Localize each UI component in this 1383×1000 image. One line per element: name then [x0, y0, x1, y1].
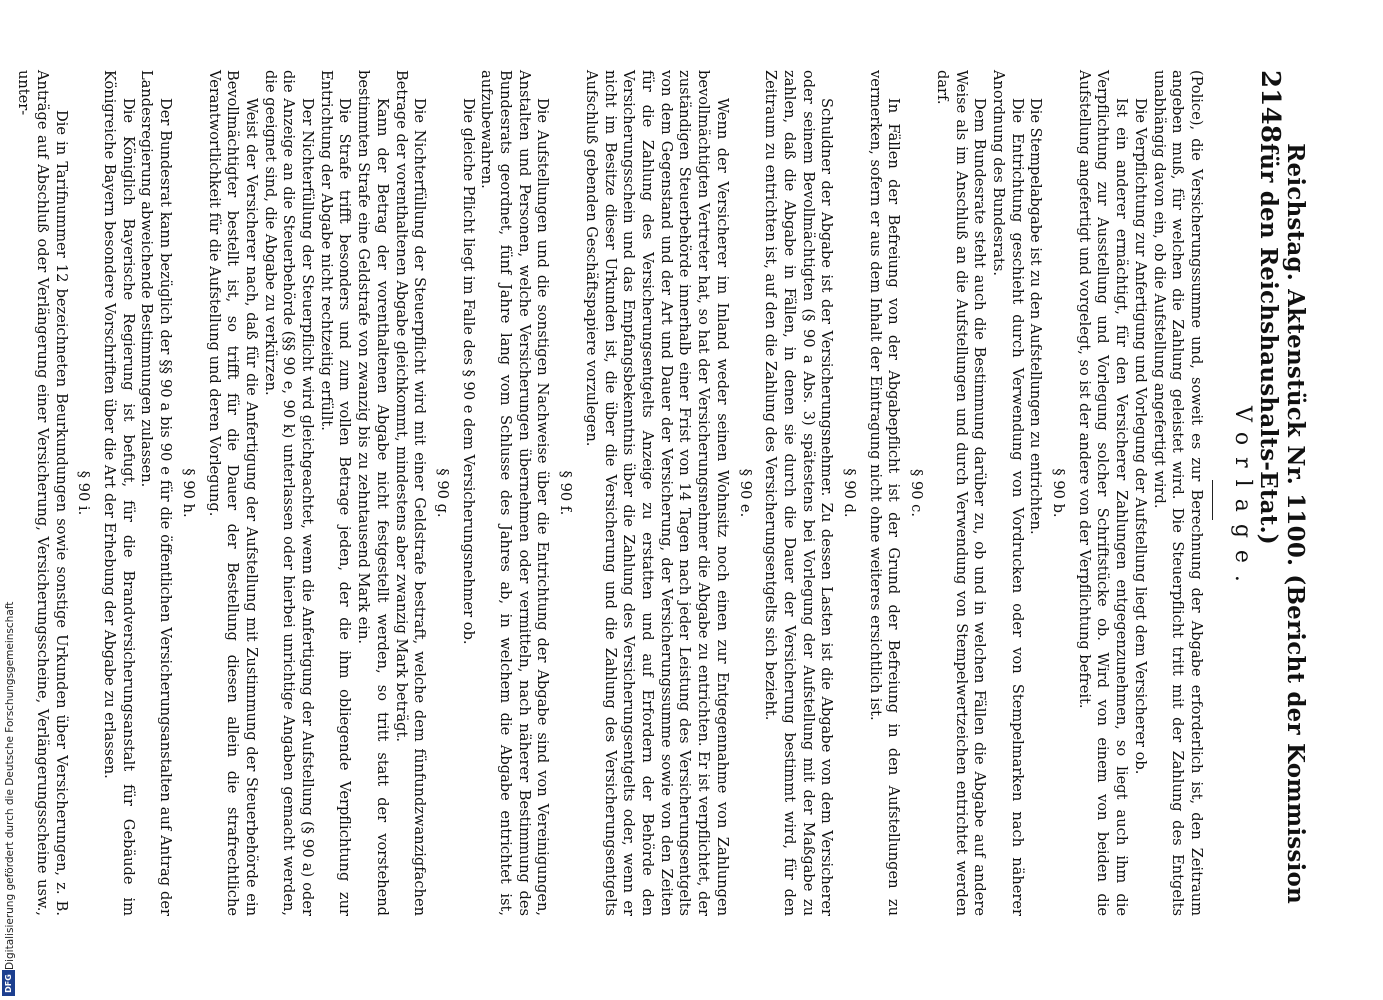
paragraph: Die Verpflichtung zur Anfertigung und Vorlegung der Aufstellung liegt dem Versicherer ob.: [1131, 98, 1149, 775]
section-number: § 90 h.: [179, 468, 197, 518]
heading-rule: [1212, 480, 1213, 520]
paragraph: Schuldner der Abgabe ist der Versicherungsnehmer. Zu dessen Lasten ist die Abgabe von dem Versicherer oder seinem Bevollmächtigten (§ 90 a Abs. 3) spätestens bei Vorlegung der Aufstellung mit der Maßgabe zu zahlen, daß die Abgabe in Fällen, in denen sie durch die Dauer der Versicherung bestimmt wird, für den Zeitraum zu entrichten ist, auf den die Zahlung des Versicherungsentgelts sich bezieht.: [762, 70, 836, 916]
section-heading: Vorlage.: [1230, 406, 1255, 594]
page-title: Reichstag. Aktenstück Nr. 1100. (Bericht der Kommission für den Reichshaushalts-Etat.): [1255, 143, 1309, 904]
paragraph: Die Stempelabgabe ist zu den Aufstellungen zu entrichten.: [1027, 98, 1045, 535]
paragraph: Die Strafe trifft besonders und zum vollen Betrage jeden, der die ihm obliegende Verpflichtung zur Entrichtung der Abgabe nicht rechtzeitig erfüllt.: [317, 70, 354, 916]
paragraph: Der Nichterfüllung der Steuerpflicht wird gleichgeachtet, wenn die Anfertigung der Aufstellung (§ 90 a) oder die Anzeige an die Steuerbehörde (§§ 90 e, 90 k) unterlassen oder hierbei unrichtige Angaben gemacht werden, die geeignet sind, die Abgabe zu verkürzen.: [261, 70, 317, 916]
section-number: § 90 i.: [75, 470, 93, 516]
section-number: § 90 e.: [736, 468, 754, 518]
section-number: § 90 c.: [908, 469, 926, 517]
paragraph: Ist ein anderer ermächtigt, für den Versicherer Zahlungen entgegenzunehmen, so liegt auch ihm die Verpflichtung zur Ausstellung und Vorlegung solcher Schriftstücke ob. Wird von einem von beiden die Aufstellung angefertigt und vorgelegt, so ist der andere von der Verpflichtung befreit.: [1075, 70, 1131, 916]
section-number: § 90 d.: [841, 468, 859, 518]
paragraph: Die Aufstellungen und die sonstigen Nachweise über die Entrichtung der Abgabe sind von Vereinigungen, Anstalten und Personen, welche Versicherungen übernehmen oder vermitteln, nach näherer Bestimmung des Bundesrats geordnet, fünf Jahre lang vom Schlusse des Jahres ab, in welchem die Abgabe entrichtet ist, aufzubewahren.: [478, 70, 552, 916]
page-header: [1255, 70, 1309, 916]
paragraph: Kann der Betrag der vorenthaltenen Abgabe nicht festgestellt werden, so tritt statt der vorstehend bestimmten Strafe eine Geldstrafe von zwanzig bis zu zehntausend Mark ein.: [355, 70, 391, 916]
paragraph: Die Entrichtung geschieht durch Verwendung von Vordrucken oder von Stempelmarken nach näherer Anordnung des Bundesrats.: [989, 70, 1026, 916]
paragraph: Wenn der Versicherer im Inland weder seinen Wohnsitz noch einen zur Entgegennahme von Zahlungen bevollmächtigten Vertreter hat, so hat der Versicherungsnehmer die Abgabe zu entrichten. Er ist verpflichtet, der zuständigen Steuerbehörde innerhalb einer Frist von 14 Tagen nach jeder Leistung des Versicherungsentgelts von dem Gegenstand und der Art und Dauer der Versicherung, der Versicherungssumme sowie von den Zeiten für die Zahlung des Versicherungsentgelts Anzeige zu erstatten und auf Erfordern der Behörde den Versicherungsschein und das Empfangsbekenntnis über die Zahlung des Versicherungsentgelts oder, wenn er nicht im Besitze dieser Urkunden ist, die über die Versicherung und die Zahlung des Versicherungsentgelts Aufschluß gebenden Geschäftspapiere vorzulegen.: [582, 70, 731, 916]
paragraph: Die gleiche Pflicht liegt im Falle des § 90 e dem Versicherungsnehmer ob.: [459, 98, 477, 645]
section-number: § 90 g.: [433, 468, 451, 518]
paragraph: In Fällen der Befreiung von der Abgabepflicht ist der Grund der Befreiung in den Aufstellungen zu vermerken, sofern er aus dem Inhalt der Eintragung nicht ohne weiteres ersichtlich ist.: [866, 70, 903, 916]
paragraph: Dem Bundesrate steht auch die Bestimmung darüber zu, ob und in welchen Fällen die Abgabe auf andere Weise als im Anschluß an die Aufstellungen und durch Verwendung von Stempelwertzeichen entrichtet werden darf.: [933, 70, 989, 916]
document-body: [15, 70, 1205, 916]
paragraph: Der Bundesrat kann bezüglich der §§ 90 a bis 90 e für die öffentlichen Versicherungsanstalten auf Antrag der Landesregierung abweichende Bestimmungen zulassen.: [138, 70, 175, 916]
paragraph: Weist der Versicherer nach, daß für die Anfertigung der Aufstellung mit Zustimmung der Steuerbehörde ein Bevollmächtigter bestellt ist, so trifft für die Dauer der Bestellung diesen allein die strafrechtliche Verantwortlichkeit für die Aufstellung und deren Vorlegung.: [205, 70, 260, 916]
page-number: 2148: [1255, 70, 1285, 144]
paragraph: Die Nichterfüllung der Steuerpflicht wird mit einer Geldstrafe bestraft, welche dem fünfundzwanzigfachen Betrage der vorenthaltenen Abgabe gleichkommt, mindestens aber zwanzig Mark beträgt.: [392, 70, 429, 916]
paragraph: (Police), die Versicherungssumme und, soweit es zur Berechnung der Abgabe erforderlich ist, den Zeitraum angeben muß, für welchen die Zahlung geleistet wird. Die Steuerpflicht tritt mit der Zahlung des Entgelts unabhängig davon ein, ob die Aufstellung angefertigt wird.: [1150, 70, 1205, 916]
section-number: § 90 f.: [557, 470, 575, 516]
dfg-logo-icon: [2, 970, 15, 996]
funding-note: Digitalisierung gefördert durch die Deutsche Forschungsgemeinschaft: [4, 601, 16, 970]
paragraph: Die Königlich Bayerische Regierung ist befugt, für die Brandversicherungsanstalt für Gebäude im Königreiche Bayern besondere Vorschriften über die Art der Erhebung der Abgabe zu erlassen.: [101, 70, 137, 916]
section-number: § 90 b.: [1050, 468, 1068, 518]
dfg-logo-text: DFG: [4, 973, 14, 993]
paragraph: Die in Tarifnummer 12 bezeichneten Beurkundungen sowie sonstige Urkunden über Versicherungen, z. B. Anträge auf Abschluß oder Verlängerung einer Versicherung, Versicherungsscheine, Verlängerungsscheine usw., unter-: [15, 70, 70, 916]
